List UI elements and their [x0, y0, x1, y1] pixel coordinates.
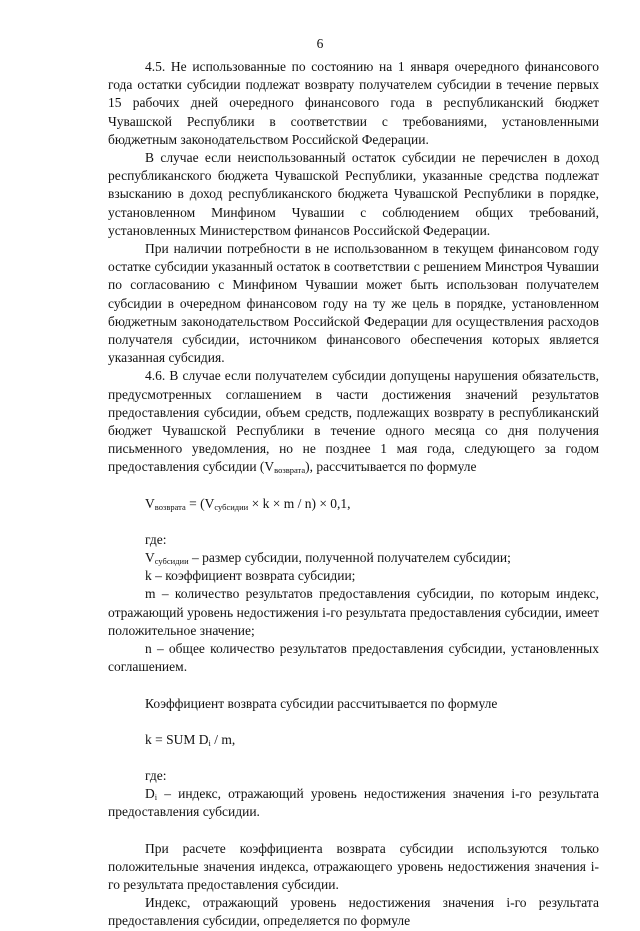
- paragraph-4-6: 4.6. В случае если получателем субсидии допущены нарушения обязательств, предусмотренных соглашением в части достижения значений результатов предоставления субсидии, объем средств, подлежащих возврату в республиканский бюджет Чувашской Республики в течение одного месяца со дня получения письменного уведомления, но не позднее 1 мая года, следующего за годом предоставления субсидии $(V_{возврата})$, рассчитывается по формуле: [108, 368, 599, 476]
- definition-m: m – количество результатов предоставления субсидии, по которым индекс, отражающий уровень недостижения i-го результата предоставления субсидии, имеет положительное значение;: [108, 586, 599, 638]
- coefficient-intro: Коэффициент возврата субсидии рассчитывается по формуле: [145, 695, 498, 711]
- definition-n: n – общее количество результатов предоставления субсидии, установленных соглашением.: [108, 641, 599, 675]
- paragraph-4-5: 4.5. Не использованные по состоянию на 1 января очередного финансового года остатки субсидии подлежат возврату получателем субсидии в течение первых 15 рабочих дней очередного финансового года в республиканский бюджет Чувашской Республики в соответствии с требованиями, установленными бюджетным законодательством Российской Федерации.: [108, 59, 599, 147]
- paragraph-positive-values: При расчете коэффициента возврата субсидии используются только положительные значения индекса, отражающего уровень недостижения значения i-го результата предоставления субсидии.: [108, 840, 599, 892]
- where-label-2: где:: [145, 767, 167, 783]
- page-number: 6: [316, 36, 324, 51]
- paragraph-unspent-balance: В случае если неиспользованный остаток субсидии не перечислен в доход республиканского бюджета Чувашской Республики, указанные средства подлежат взысканию в доход республиканского бюджета Чувашской Республики в порядке, установленном Минфином Чувашии с соблюдением общих требований, установленных Министерством финансов Российской Федерации.: [108, 150, 599, 238]
- formula-return-volume: $V_{возврата} = (V_{субсидии} \times k \times m / n) \times 0,1$,: [145, 495, 351, 512]
- definition-v-subsidy: $V_{субсидии}$ – размер субсидии, полученной получателем субсидии;: [145, 550, 511, 567]
- paragraph-index-definition: Индекс, отражающий уровень недостижения значения i-го результата предоставления субсидии, определяется по формуле: [108, 895, 599, 929]
- document-body: [108, 58, 599, 931]
- paragraph-balance-usage: При наличии потребности в не использованном в текущем финансовом году остатке субсидии указанный остаток в соответствии с решением Минстроя Чувашии по согласованию с Минфином Чувашии может быть использован получателем субсидии в очередном финансовом году на ту же цель в порядке, установленном бюджетным законодательством Российской Федерации для осуществления расходов получателя субсидии, источником финансового обеспечения которых является указанная субсидия.: [108, 241, 599, 366]
- where-label-1: где:: [145, 531, 167, 547]
- definition-k: k – коэффициент возврата субсидии;: [145, 568, 356, 584]
- formula-coefficient: k = SUM $D_i$ / m,: [145, 731, 236, 748]
- definition-d: $D_i$ – индекс, отражающий уровень недостижения значения i-го результата предоставления субсидии.: [108, 786, 599, 820]
